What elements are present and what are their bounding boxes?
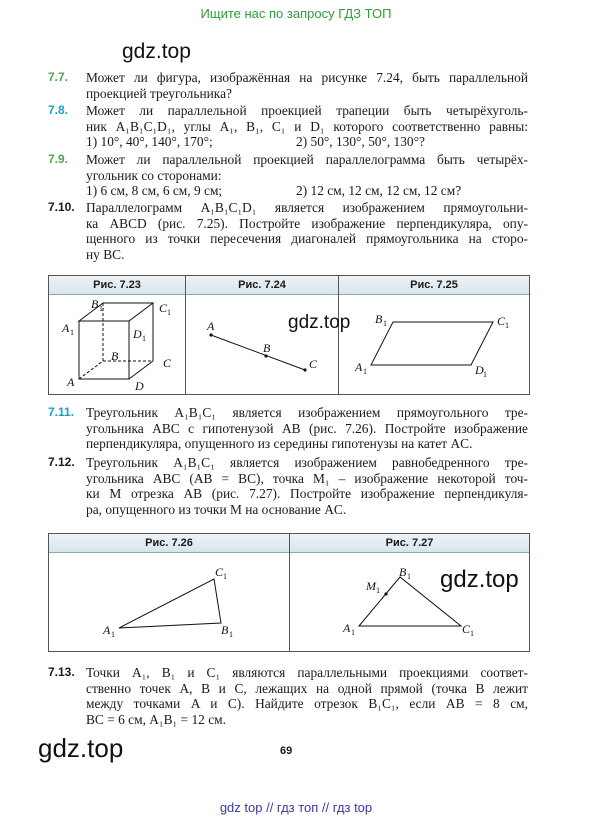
problem-line: угольника ABC (AB = BC), точка M₁ – изображение некоторой точ- [86,470,528,486]
problem-line: угольник со сторонами: [86,167,222,183]
problem-line: Может ли параллельной проекцией трапеции быть четырёхуголь- [86,103,528,118]
problem-option: 1) 6 см, 8 см, 6 см, 9 см; [86,183,223,198]
label-a: A [67,375,75,389]
svg-text:1: 1 [505,321,509,330]
footer-links[interactable]: gdz top // гдз топ // гдз top [219,800,373,815]
label-b1: B [221,623,229,637]
problem-line: ну BC. [86,246,125,262]
problem-number: 7.8. [48,103,69,117]
label-c: C [163,356,172,370]
top-banner: Ищите нас по запросу ГДЗ ТОП [200,6,392,21]
figure-drawings-1 [49,276,529,394]
right-triangle-figure [119,579,221,628]
problem-7-8 [48,103,528,150]
svg-text:1: 1 [223,572,227,581]
label-b1: B [91,297,99,311]
svg-text:1: 1 [142,334,146,343]
page-number: 69 [280,745,293,757]
problem-number: 7.10. [48,200,75,214]
svg-text:1: 1 [363,367,367,376]
problem-line: Может ли фигура, изображённая на рисунке 7.24, быть параллельной [86,70,528,85]
label-c1: C [462,622,471,636]
label-a: A [207,319,215,333]
problem-7-7 [48,70,528,101]
label-a1: A [343,621,351,635]
problem-line: Треугольник A₁B₁C₁ является изображением равнобедренного тре- [86,455,528,470]
label-c1: C [497,314,506,328]
problem-line: Параллелограмм A₁B₁C₁D₁ является изображением прямоугольни- [86,200,528,215]
label-c1: C [159,301,168,315]
watermark-bottom: gdz.top [38,733,124,763]
figure-title: Рис. 7.27 [290,534,529,553]
svg-text:1: 1 [407,572,411,581]
problem-line: щенного из точки пересечения диагоналей прямоугольника на сторо- [86,231,528,246]
label-m1: M [366,579,376,593]
problem-line: Может ли параллельной проекцией параллелограмма быть четырёх- [86,152,528,167]
problem-7-13 [48,665,528,727]
problem-number: 7.9. [48,152,69,166]
problem-line: ка ABCD (рис. 7.25). Постройте изображение перпендикуляра, опу- [86,215,528,231]
problem-number: 7.11. [48,405,75,419]
label-a1: A [62,321,70,335]
svg-text:1: 1 [351,628,355,637]
svg-text:1: 1 [111,630,115,639]
label-d: D [135,379,144,393]
watermark-figure: gdz.top [288,312,351,333]
problem-line: ственно точек A, B и C, лежащих на одной прямой (точка B лежит [86,680,528,696]
problem-line: между точками A и C). Найдите отрезок B₁C₁, если AB = 8 см, [86,696,528,711]
svg-text:1: 1 [99,304,103,313]
label-d1: D [133,327,142,341]
problem-line: Треугольник A₁B₁C₁ является изображением прямоугольного тре- [86,405,528,420]
svg-text:1: 1 [229,630,233,639]
figure-title: Рис. 7.24 [186,276,338,295]
label-a1: A [355,360,363,374]
problem-line: ра, опущенного из точки M на основание AC. [86,501,347,517]
label-c: C [309,357,318,371]
svg-text:1: 1 [483,370,487,379]
problem-option: 1) 10°, 40°, 140°, 170°; [86,134,213,149]
label-d1: D [475,363,484,377]
svg-text:1: 1 [376,586,380,595]
figure-title: Рис. 7.26 [49,534,289,553]
problem-line: проекцией треугольника? [86,85,232,101]
problem-line: угольника ABC с гипотенузой AB (рис. 7.26). Постройте изображение [86,420,528,436]
label-b1: B [399,565,407,579]
problem-line: BC = 6 см, A₁B₁ = 12 см. [86,711,226,727]
problem-7-11 [48,405,528,452]
problem-number: 7.12. [48,455,75,469]
svg-text:1: 1 [470,629,474,638]
svg-text:1: 1 [167,308,171,317]
problem-line: перпендикуляра, опущенного из середины гипотенузы на катет AC. [86,436,473,451]
segment-figure [211,335,305,370]
problem-option: 2) 12 см, 12 см, 12 см, 12 см? [296,183,462,198]
label-a1: A [103,623,111,637]
svg-text:1: 1 [383,319,387,328]
label-b: B [111,349,119,363]
problem-7-10 [48,200,528,262]
label-b: B [263,341,271,355]
parallelogram-figure [371,322,493,365]
problem-7-12 [48,455,528,517]
svg-text:1: 1 [70,328,74,337]
problem-line: Точки A₁, B₁ и C₁ являются параллельными проекциями соответ- [86,665,528,680]
label-b1: B [375,312,383,326]
problem-number: 7.7. [48,70,69,84]
watermark-mid: gdz.top [440,566,519,593]
problem-line: ки M отрезка AB (рис. 7.27). Постройте изображение перпендикуля- [86,486,528,501]
watermark-top: gdz.top [122,40,191,63]
figure-title: Рис. 7.23 [49,276,185,295]
problem-7-9 [48,152,528,199]
problem-option: 2) 50°, 130°, 50°, 130°? [296,134,425,149]
figure-title: Рис. 7.25 [339,276,529,295]
label-c1: C [215,565,224,579]
figure-row-1 [48,275,530,395]
problem-number: 7.13. [48,665,75,679]
problem-line: ник A₁B₁C₁D₁, углы A₁, B₁, C₁ и D₁ которого соответственно равны: [86,118,528,134]
